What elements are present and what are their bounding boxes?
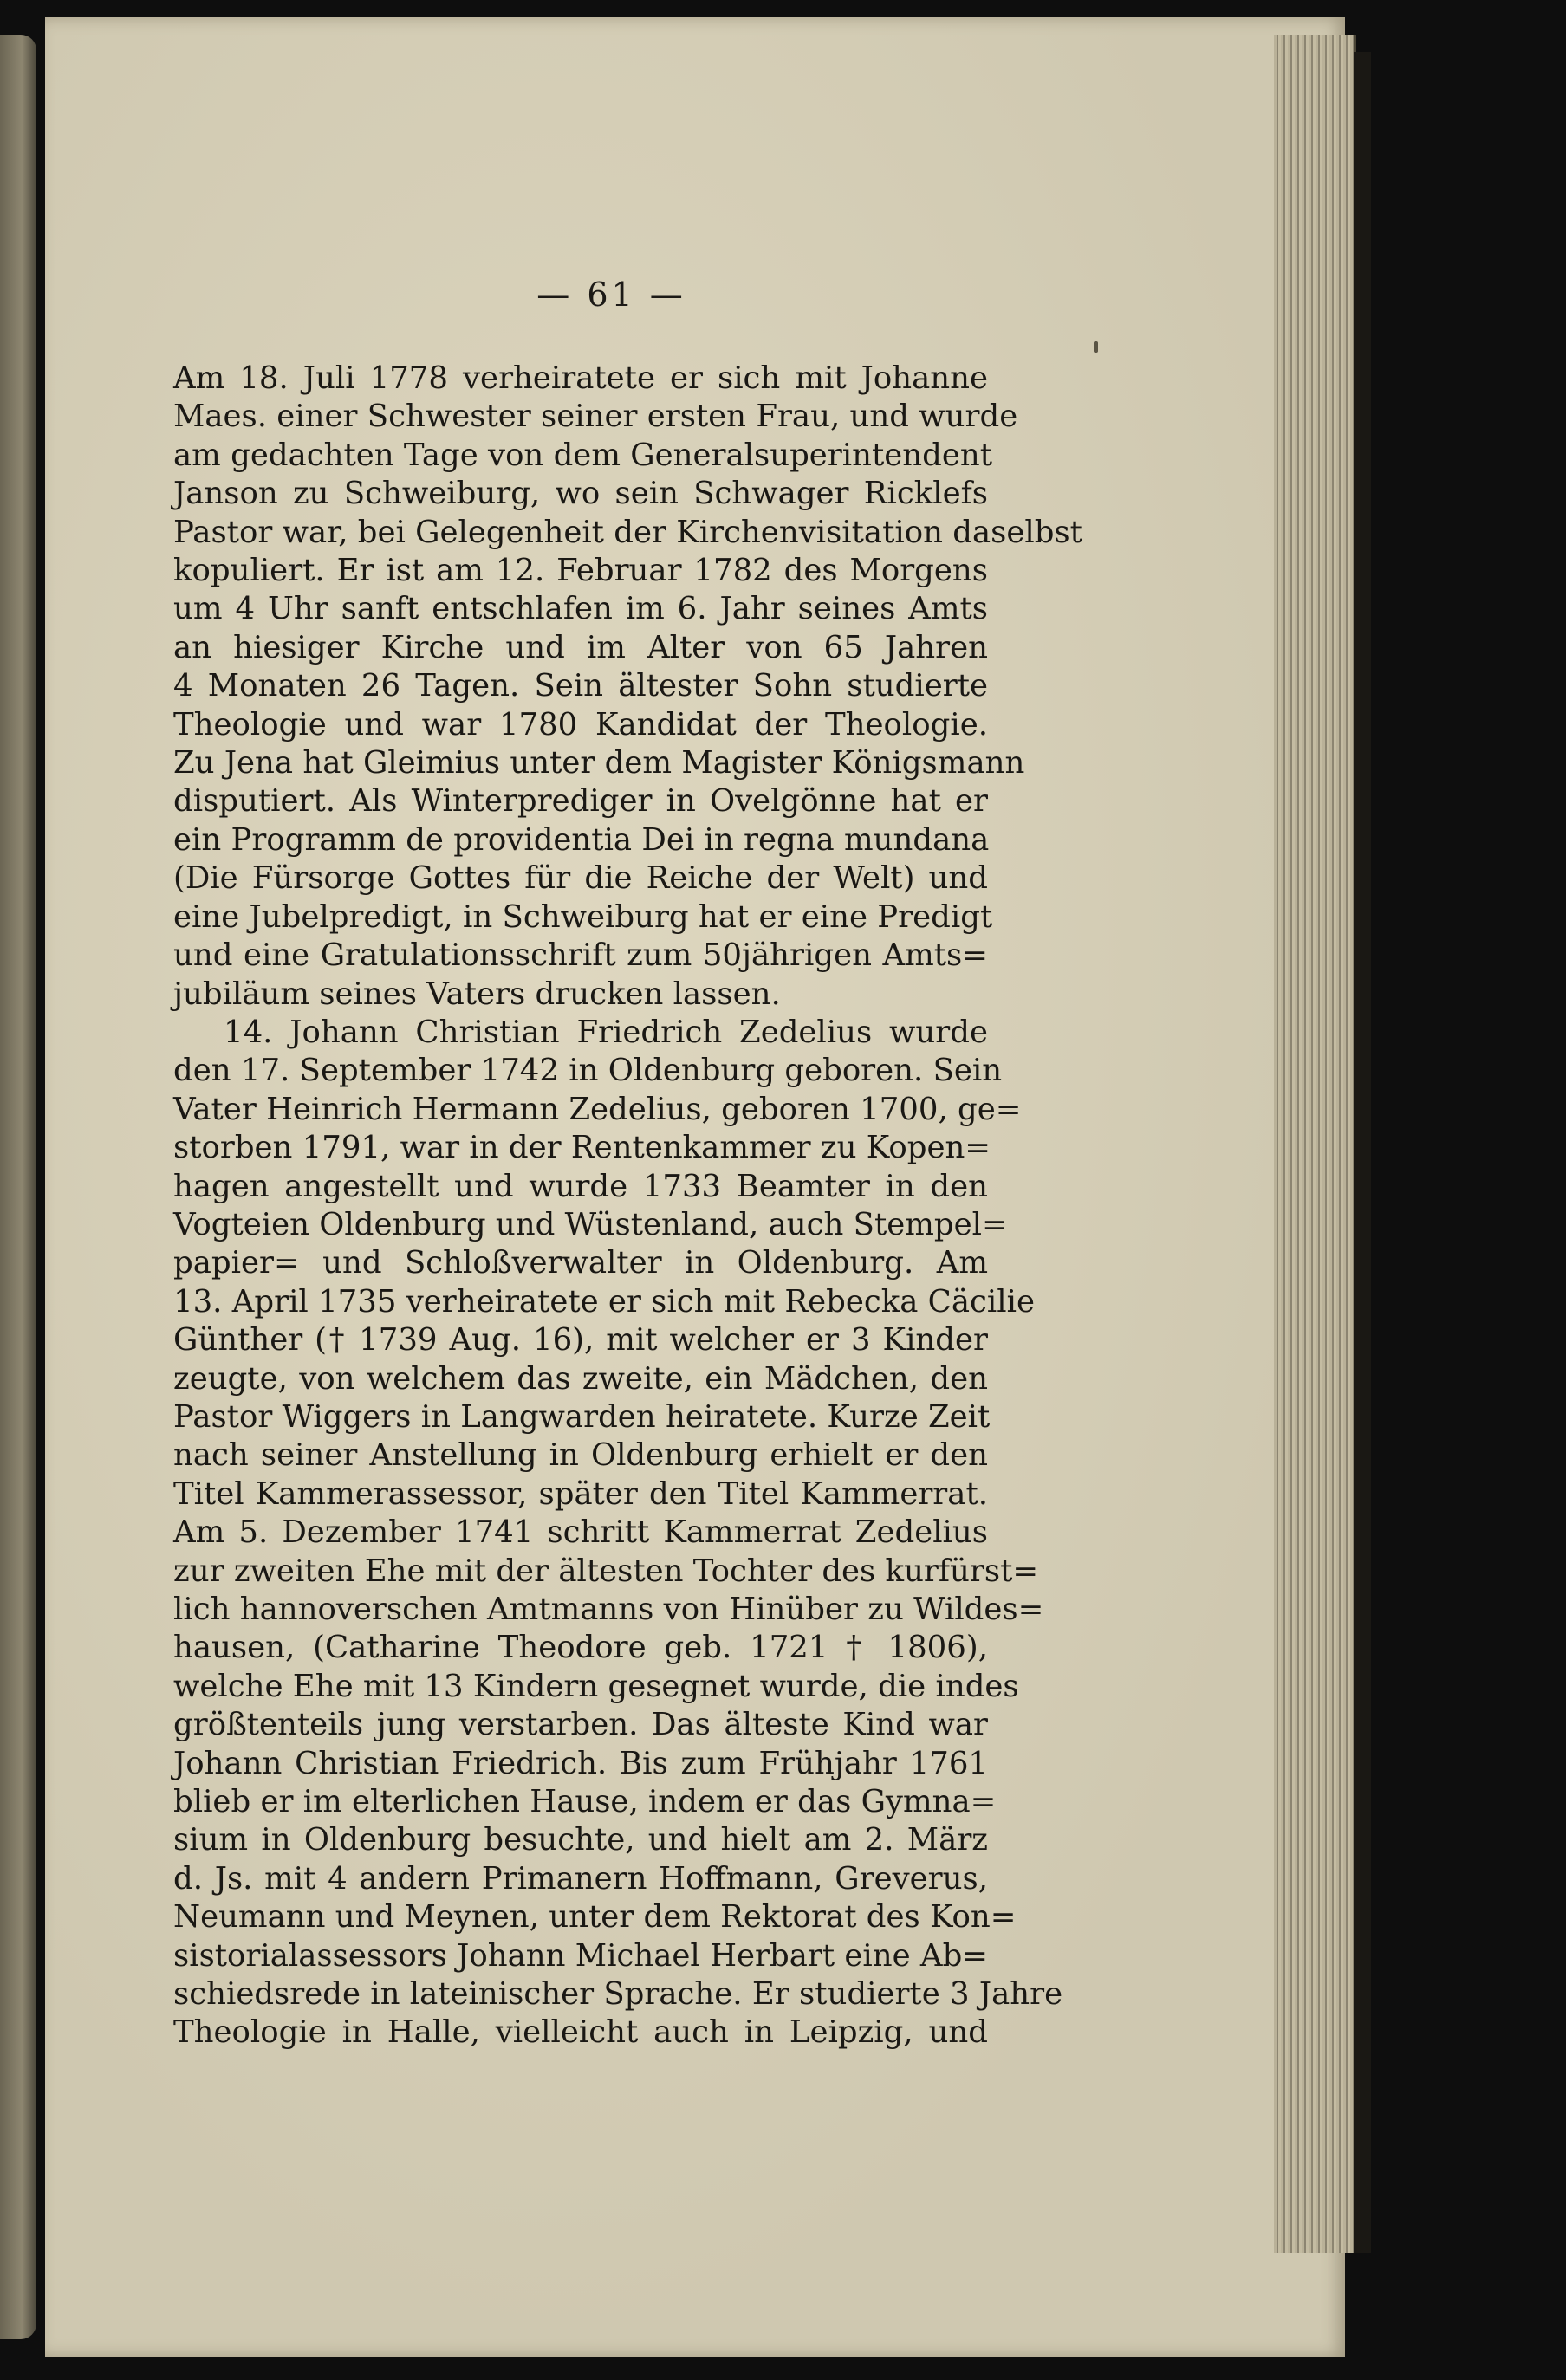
text-line: Zu Jena hat Gleimius unter dem Magister Königsmann [173,745,1025,781]
text-line: d. Js. mit 4 andern Primanern Hoffmann, Greverus, [173,1860,988,1897]
text-line: Günther († 1739 Aug. 16), mit welcher er 3 Kinder [173,1322,988,1359]
text-line: eine Jubelpredigt, in Schweiburg hat er eine Predigt [173,898,993,935]
text-line: papier= und Schloßverwalter in Oldenburg. Am [173,1245,988,1281]
text-line: Theologie und war 1780 Kandidat der Theologie. [173,706,988,743]
text-line: schiedsrede in lateinischer Sprache. Er studierte 3 Jahre [173,1976,1063,2013]
text-line: 13. April 1735 verheiratete er sich mit Rebecka Cäcilie [173,1283,1035,1320]
text-line: am gedachten Tage von dem Generalsuperintendent [173,437,992,473]
text-line: storben 1791, war in der Rentenkammer zu Kopen= [173,1130,991,1166]
text-line: Neumann und Meynen, unter dem Rektorat des Kon= [173,1899,1017,1936]
text-line: Janson zu Schweiburg, wo sein Schwager Ricklefs [173,476,988,512]
text-line: Theologie in Halle, vielleicht auch in Leipzig, und [173,2014,988,2051]
text-line: zur zweiten Ehe mit der ältesten Tochter des kurfürst= [173,1553,1039,1589]
paper-speck [1094,341,1098,353]
book-page [45,17,1345,2357]
text-line: 14. Johann Christian Friedrich Zedelius wurde [224,1014,988,1050]
text-line: blieb er im elterlichen Hause, indem er das Gymna= [173,1784,997,1820]
text-line: größtenteils jung verstarben. Das älteste Kind war [173,1707,988,1743]
text-line: um 4 Uhr sanft entschlafen im 6. Jahr seines Amts [173,591,988,627]
text-line: Am 5. Dezember 1741 schritt Kammerrat Zedelius [173,1514,988,1551]
text-line: disputiert. Als Winterprediger in Ovelgönne hat er [173,783,988,820]
text-line: an hiesiger Kirche und im Alter von 65 Jahren [173,629,988,665]
text-line: ein Programm de providentia Dei in regna mundana [173,821,990,858]
text-line: 4 Monaten 26 Tagen. Sein ältester Sohn studierte [173,668,988,704]
book-cover-edge [1354,52,1371,2253]
text-line: hagen angestellt und wurde 1733 Beamter in den [173,1168,988,1204]
text-line: Pastor Wiggers in Langwarden heiratete. Kurze Zeit [173,1398,991,1435]
text-line: Pastor war, bei Gelegenheit der Kirchenvisitation daselbst [173,514,1082,550]
text-line: kopuliert. Er ist am 12. Februar 1782 des Morgens [173,553,988,589]
text-line: den 17. September 1742 in Oldenburg geboren. Sein [173,1053,1003,1089]
page-edge-stack [1274,35,1356,2253]
text-line: welche Ehe mit 13 Kindern gesegnet wurde, die indes [173,1668,1019,1704]
text-line: und eine Gratulationsschrift zum 50jährigen Amts= [173,937,988,974]
text-line: (Die Fürsorge Gottes für die Reiche der Welt) und [173,860,988,897]
text-line: zeugte, von welchem das zweite, ein Mädchen, den [173,1360,988,1397]
text-line: Johann Christian Friedrich. Bis zum Frühjahr 1761 [173,1745,988,1781]
text-line: Titel Kammerassessor, später den Titel Kammerrat. [173,1475,988,1512]
text-line: hausen, (Catharine Theodore geb. 1721 † 1806), [173,1630,988,1666]
text-line: sistorialassessors Johann Michael Herbart eine Ab= [173,1937,989,1974]
previous-page-edge [0,35,36,2339]
text-line: Maes. einer Schwester seiner ersten Frau, und wurde [173,399,1018,435]
body-text [173,360,1082,2053]
text-line: sium in Oldenburg besuchte, und hielt am 2. März [173,1822,988,1858]
text-line: Vogteien Oldenburg und Wüstenland, auch Stempel= [173,1206,1008,1242]
text-line: Am 18. Juli 1778 verheiratete er sich mit Johanne [173,360,988,396]
text-line: Vater Heinrich Hermann Zedelius, geboren 1700, ge= [173,1091,1022,1127]
page-number: — 61 — [536,276,686,314]
text-line: lich hannoverschen Amtmanns von Hinüber zu Wildes= [173,1592,1044,1627]
text-line: jubiläum seines Vaters drucken lassen. [173,976,781,1012]
text-line: nach seiner Anstellung in Oldenburg erhielt er den [173,1437,988,1474]
